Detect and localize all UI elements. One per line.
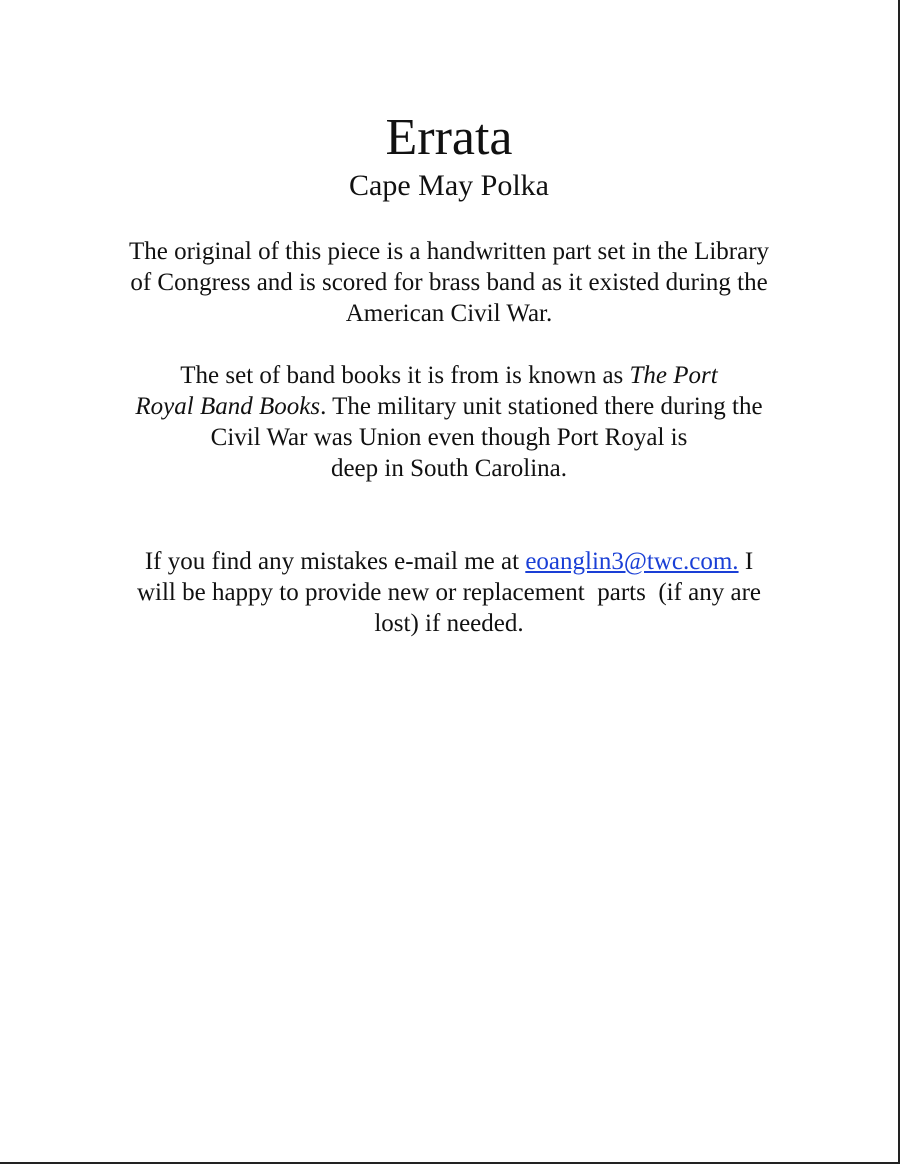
page-title: Errata (385, 109, 513, 166)
band-books-title-part-1: The Port (629, 362, 718, 389)
paragraph-contact-line-2: will be happy to provide new or replacement parts (if any are (136, 579, 762, 606)
paragraph-origin-line-1: The original of this piece is a handwritten part set in the Library (128, 238, 770, 265)
band-books-line-2-text: . The military unit stationed there during the (320, 393, 763, 420)
paragraph-origin-line-3: American Civil War. (345, 300, 553, 327)
paragraph-contact (100, 546, 798, 639)
paragraph-origin (100, 236, 798, 329)
paragraph-band-books-line-2 (100, 391, 798, 422)
paragraph-origin-line-2: of Congress and is scored for brass band as it existed during the (130, 269, 768, 296)
contact-line-1-suffix: I (738, 548, 754, 575)
paragraph-band-books-line-4: deep in South Carolina. (330, 455, 568, 482)
contact-line-1-text: If you find any mistakes e-mail me at (144, 548, 526, 575)
paragraph-band-books-line-3: Civil War was Union even though Port Royal is (210, 424, 688, 451)
band-books-line-1-text: The set of band books it is from is known as (180, 362, 630, 389)
email-link[interactable]: eoanglin3@twc.com. (525, 548, 739, 575)
band-books-title-part-2: Royal Band Books (135, 393, 321, 420)
page-subtitle: Cape May Polka (349, 169, 549, 202)
paragraph-contact-line-1 (100, 546, 798, 577)
paragraph-band-books (100, 360, 798, 484)
paragraph-band-books-line-1 (100, 360, 798, 391)
paragraph-contact-line-3: lost) if needed. (374, 610, 524, 637)
